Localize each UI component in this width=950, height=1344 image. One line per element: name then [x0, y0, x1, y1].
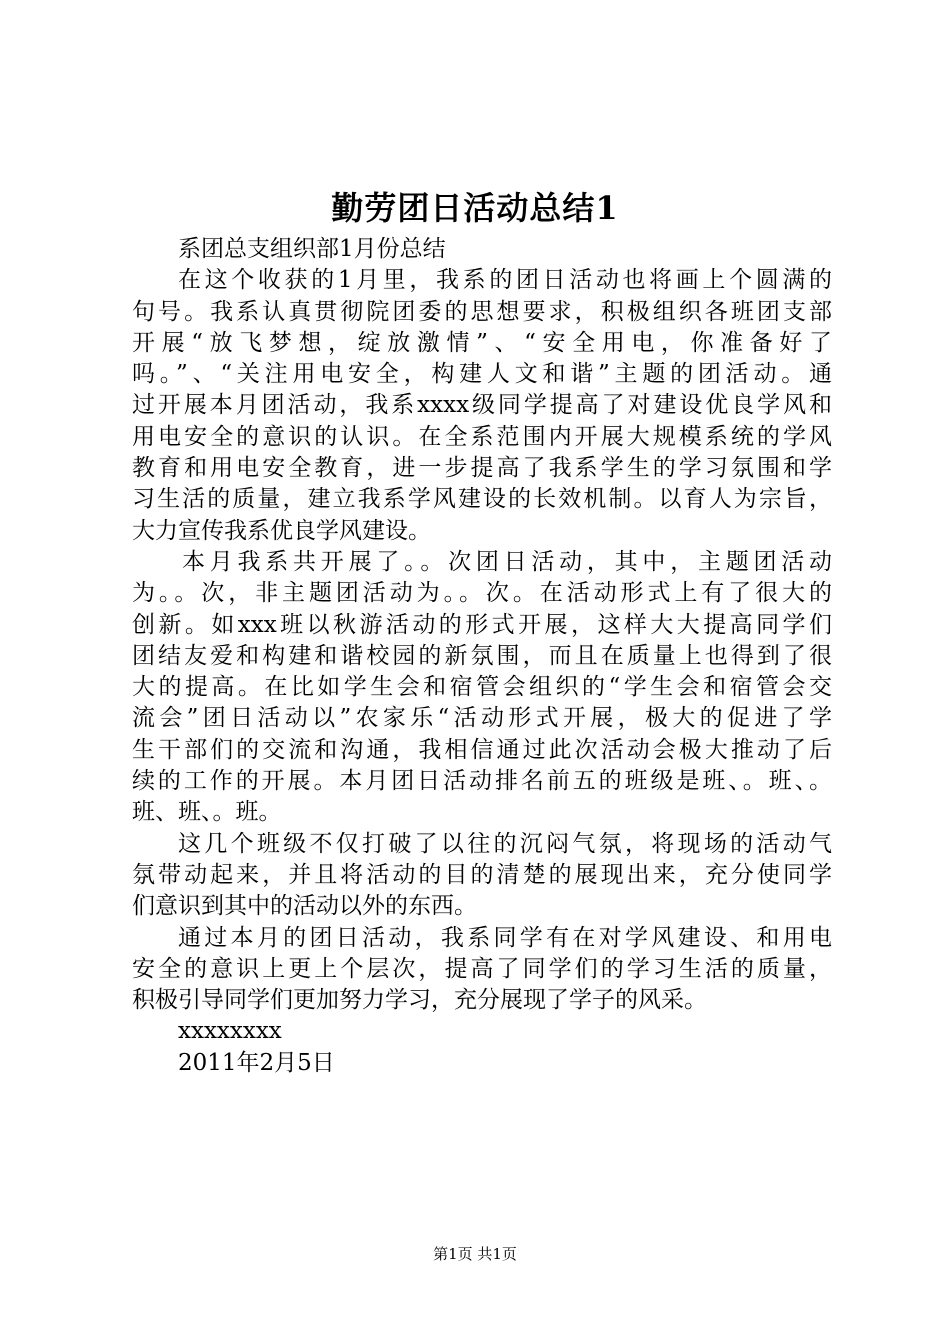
paragraph-2-line-6: 流会”团日活动以”农家乐“活动形式开展，极大的促进了学 — [132, 705, 832, 732]
paragraph-3-line-2: 氛带动起来，并且将活动的目的清楚的展现出来，充分使同学 — [132, 861, 832, 888]
paragraph-2-line-2: 为。。次，非主题团活动为。。次。在活动形式上有了很大的 — [132, 580, 832, 607]
paragraph-1-line-4: 吗。”、“关注用电安全，构建人文和谐”主题的团活动。通 — [132, 361, 832, 388]
document-body — [132, 234, 832, 1079]
paragraph-2-line-3: 创新。如xxx班以秋游活动的形式开展，这样大大提高同学们 — [132, 611, 832, 638]
paragraph-3-line-1: 这几个班级不仅打破了以往的沉闷气氛，将现场的活动气 — [178, 830, 832, 857]
paragraph-1-line-7: 教育和用电安全教育，进一步提高了我系学生的学习氛围和学 — [132, 455, 832, 482]
paragraph-1-line-1: 在这个收获的1月里，我系的团日活动也将画上个圆满的 — [178, 267, 832, 294]
signature: xxxxxxxx — [178, 1018, 282, 1045]
document-title: 勤劳团日活动总结1 — [331, 189, 619, 227]
paragraph-1-line-3: 开展“放飞梦想，绽放激情”、“安全用电，你准备好了 — [132, 329, 832, 356]
paragraph-2-line-1: 本月我系共开展了。。次团日活动，其中，主题团活动 — [182, 548, 832, 575]
paragraph-2-line-8: 续的工作的开展。本月团日活动排名前五的班级是班、。班、。 — [132, 768, 832, 795]
paragraph-1-line-9: 大力宣传我系优良学风建设。 — [132, 517, 431, 544]
paragraph-2-line-4: 团结友爱和构建和谐校园的新氛围，而且在质量上也得到了很 — [132, 642, 832, 669]
paragraph-2-line-5: 大的提高。在比如学生会和宿管会组织的“学生会和宿管会交 — [132, 674, 832, 701]
paragraph-3-line-3: 们意识到其中的活动以外的东西。 — [132, 893, 477, 920]
document-subtitle: 系团总支组织部1月份总结 — [178, 236, 446, 262]
paragraph-4-line-1: 通过本月的团日活动，我系同学有在对学风建设、和用电 — [178, 924, 832, 951]
document-date: 2011年2月5日 — [178, 1049, 335, 1076]
paragraph-1-line-2: 句号。我系认真贯彻院团委的思想要求，积极组织各班团支部 — [132, 298, 832, 325]
paragraph-4-line-2: 安全的意识上更上个层次，提高了同学们的学习生活的质量， — [132, 955, 832, 982]
paragraph-1-line-6: 用电安全的意识的认识。在全系范围内开展大规模系统的学风 — [132, 423, 832, 450]
paragraph-1-line-5: 过开展本月团活动，我系xxxx级同学提高了对建设优良学风和 — [132, 392, 832, 419]
paragraph-4-line-3: 积极引导同学们更加努力学习，充分展现了学子的风采。 — [132, 987, 707, 1014]
paragraph-1-line-8: 习生活的质量，建立我系学风建设的长效机制。以育人为宗旨， — [132, 486, 832, 513]
paragraph-2-line-7: 生干部们的交流和沟通，我相信通过此次活动会极大推动了后 — [132, 736, 832, 763]
paragraph-2-line-9: 班、班、。班。 — [132, 799, 282, 826]
page-footer: 第1页 共1页 — [433, 1245, 517, 1263]
